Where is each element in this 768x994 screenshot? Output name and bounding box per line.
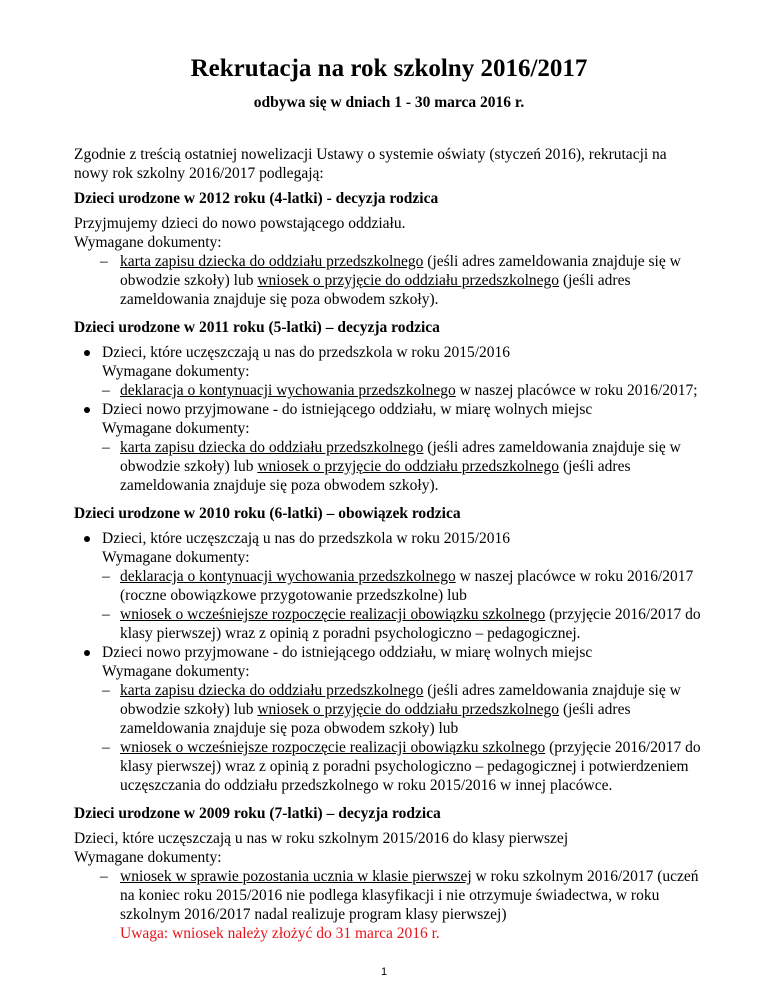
doc-item [74, 252, 704, 309]
section-2010 [74, 529, 704, 795]
doc-item [102, 681, 704, 738]
doc-item [102, 605, 704, 643]
dash-marker: – [102, 739, 110, 756]
dash-marker: – [102, 439, 110, 456]
required-docs-label: Wymagane dokumenty: [102, 663, 250, 680]
bullet-icon [84, 350, 90, 356]
section-heading-2012: Dzieci urodzone w 2012 roku (4-latki) - decyzja rodzica [74, 190, 439, 207]
bullet-text: Dzieci, które uczęszczają u nas do przedszkola w roku 2015/2016 [102, 530, 511, 547]
dash-marker: – [102, 568, 110, 585]
doc-wniosek-suffix: (jeśli adres zameldowania znajduje się poza obwodem szkoły). [120, 458, 631, 494]
section-heading-2010: Dzieci urodzone w 2010 roku (6-latki) – obowiązek rodzica [74, 505, 461, 522]
section-2012-line: Przyjmujemy dzieci do nowo powstającego oddziału. [74, 215, 406, 232]
doc-wniosek-wczesniejsze-link[interactable]: wniosek o wcześniejsze rozpoczęcie realizacji obowiązku szkolnego [120, 606, 546, 623]
intro-paragraph: Zgodnie z treścią ostatniej nowelizacji Ustawy o systemie oświaty (styczeń 2016), rekrutacji na nowy rok szkolny 2016/2017 podlegają: [74, 146, 667, 182]
doc-wniosek-wczesniejsze-suffix: (przyjęcie 2016/2017 do klasy pierwszej) wraz z opinią z poradni psychologiczno – pedagogicznej. [120, 606, 701, 642]
required-docs-label: Wymagane dokumenty: [102, 549, 250, 566]
doc-wniosek-pozostanie-link[interactable]: wniosek w sprawie pozostania ucznia w klasie pierwszej [120, 868, 472, 885]
required-docs-label: Wymagane dokumenty: [74, 234, 222, 251]
bullet-text: Dzieci nowo przyjmowane - do istniejącego oddziału, w miarę wolnych miejsc [102, 644, 593, 661]
bullet-icon [84, 407, 90, 413]
doc-deklaracja-link[interactable]: deklaracja o kontynuacji wychowania przedszkolnego [120, 568, 456, 585]
dash-marker: – [102, 382, 110, 399]
document-page [74, 54, 704, 943]
dash-marker: – [102, 682, 110, 699]
doc-wniosek-przyjecie-link[interactable]: wniosek o przyjęcie do oddziału przedszkolnego [257, 458, 560, 475]
page-subtitle: odbywa się w dniach 1 - 30 marca 2016 r. [253, 94, 525, 111]
doc-wniosek-przyjecie-link[interactable]: wniosek o przyjęcie do oddziału przedszkolnego [257, 272, 560, 289]
doc-item [102, 738, 704, 795]
doc-deklaracja-link[interactable]: deklaracja o kontynuacji wychowania przedszkolnego [120, 382, 456, 399]
doc-karta-suffix: (jeśli adres zameldowania znajduje się w obwodzie szkoły) lub [120, 439, 681, 475]
doc-karta-suffix: (jeśli adres zameldowania znajduje się w obwodzie szkoły) lub [120, 253, 681, 289]
dash-marker: – [100, 868, 108, 885]
doc-karta-suffix: (jeśli adres zameldowania znajduje się w obwodzie szkoły) lub [120, 682, 681, 718]
section-2011 [74, 343, 704, 495]
page-title: Rekrutacja na rok szkolny 2016/2017 [190, 55, 588, 82]
list-item [74, 400, 704, 495]
section-heading-2009: Dzieci urodzone w 2009 roku (7-latki) – decyzja rodzica [74, 805, 441, 822]
bullet-icon [84, 650, 90, 656]
required-docs-label: Wymagane dokumenty: [102, 420, 250, 437]
deadline-warning: Uwaga: wniosek należy złożyć do 31 marca 2016 r. [120, 925, 440, 942]
bullet-text: Dzieci, które uczęszczają u nas do przedszkola w roku 2015/2016 [102, 344, 511, 361]
doc-deklaracja-suffix: w naszej placówce w roku 2016/2017 (roczne obowiązkowe przygotowanie przedszkolne) lub [120, 568, 694, 604]
section-2012 [74, 214, 704, 309]
doc-item [102, 438, 704, 495]
doc-wniosek-suffix: (jeśli adres zameldowania znajduje się poza obwodem szkoły) lub [120, 701, 631, 737]
doc-item [102, 381, 704, 400]
section-2009 [74, 829, 704, 943]
doc-item [102, 567, 704, 605]
bullet-icon [84, 536, 90, 542]
dash-marker: – [102, 606, 110, 623]
doc-wniosek-wczesniejsze-link[interactable]: wniosek o wcześniejsze rozpoczęcie realizacji obowiązku szkolnego [120, 739, 546, 756]
doc-karta-link[interactable]: karta zapisu dziecka do oddziału przedszkolnego [120, 439, 424, 456]
section-heading-2011: Dzieci urodzone w 2011 roku (5-latki) – decyzja rodzica [74, 319, 440, 336]
doc-wniosek-pozostanie-suffix: w roku szkolnym 2016/2017 (uczeń na koniec roku 2015/2016 nie podlega klasyfikacji i nie otrzymuje świadectwa, w roku szkolnym 2016/2017 nadal realizuje program klasy pierwszej) [120, 868, 699, 923]
doc-karta-link[interactable]: karta zapisu dziecka do oddziału przedszkolnego [120, 253, 424, 270]
required-docs-label: Wymagane dokumenty: [102, 363, 250, 380]
doc-karta-link[interactable]: karta zapisu dziecka do oddziału przedszkolnego [120, 682, 424, 699]
section-2009-line: Dzieci, które uczęszczają u nas w roku szkolnym 2015/2016 do klasy pierwszej [74, 830, 569, 847]
doc-deklaracja-suffix: w naszej placówce w roku 2016/2017; [455, 382, 698, 399]
list-item [74, 643, 704, 795]
dash-marker: – [100, 253, 108, 270]
list-item [74, 343, 704, 400]
doc-wniosek-wczesniejsze-suffix: (przyjęcie 2016/2017 do klasy pierwszej) wraz z opinią z poradni psychologiczno – pedagogicznej i potwierdzeniem uczęszczania do oddziału przedszkolnego w roku 2015/2016 w innej placówce. [120, 739, 701, 794]
doc-wniosek-suffix: (jeśli adres zameldowania znajduje się poza obwodem szkoły). [120, 272, 631, 308]
list-item [74, 529, 704, 643]
page-number: 1 [380, 966, 388, 978]
bullet-text: Dzieci nowo przyjmowane - do istniejącego oddziału, w miarę wolnych miejsc [102, 401, 593, 418]
doc-item [74, 867, 704, 924]
doc-wniosek-przyjecie-link[interactable]: wniosek o przyjęcie do oddziału przedszkolnego [257, 701, 560, 718]
required-docs-label: Wymagane dokumenty: [74, 849, 222, 866]
